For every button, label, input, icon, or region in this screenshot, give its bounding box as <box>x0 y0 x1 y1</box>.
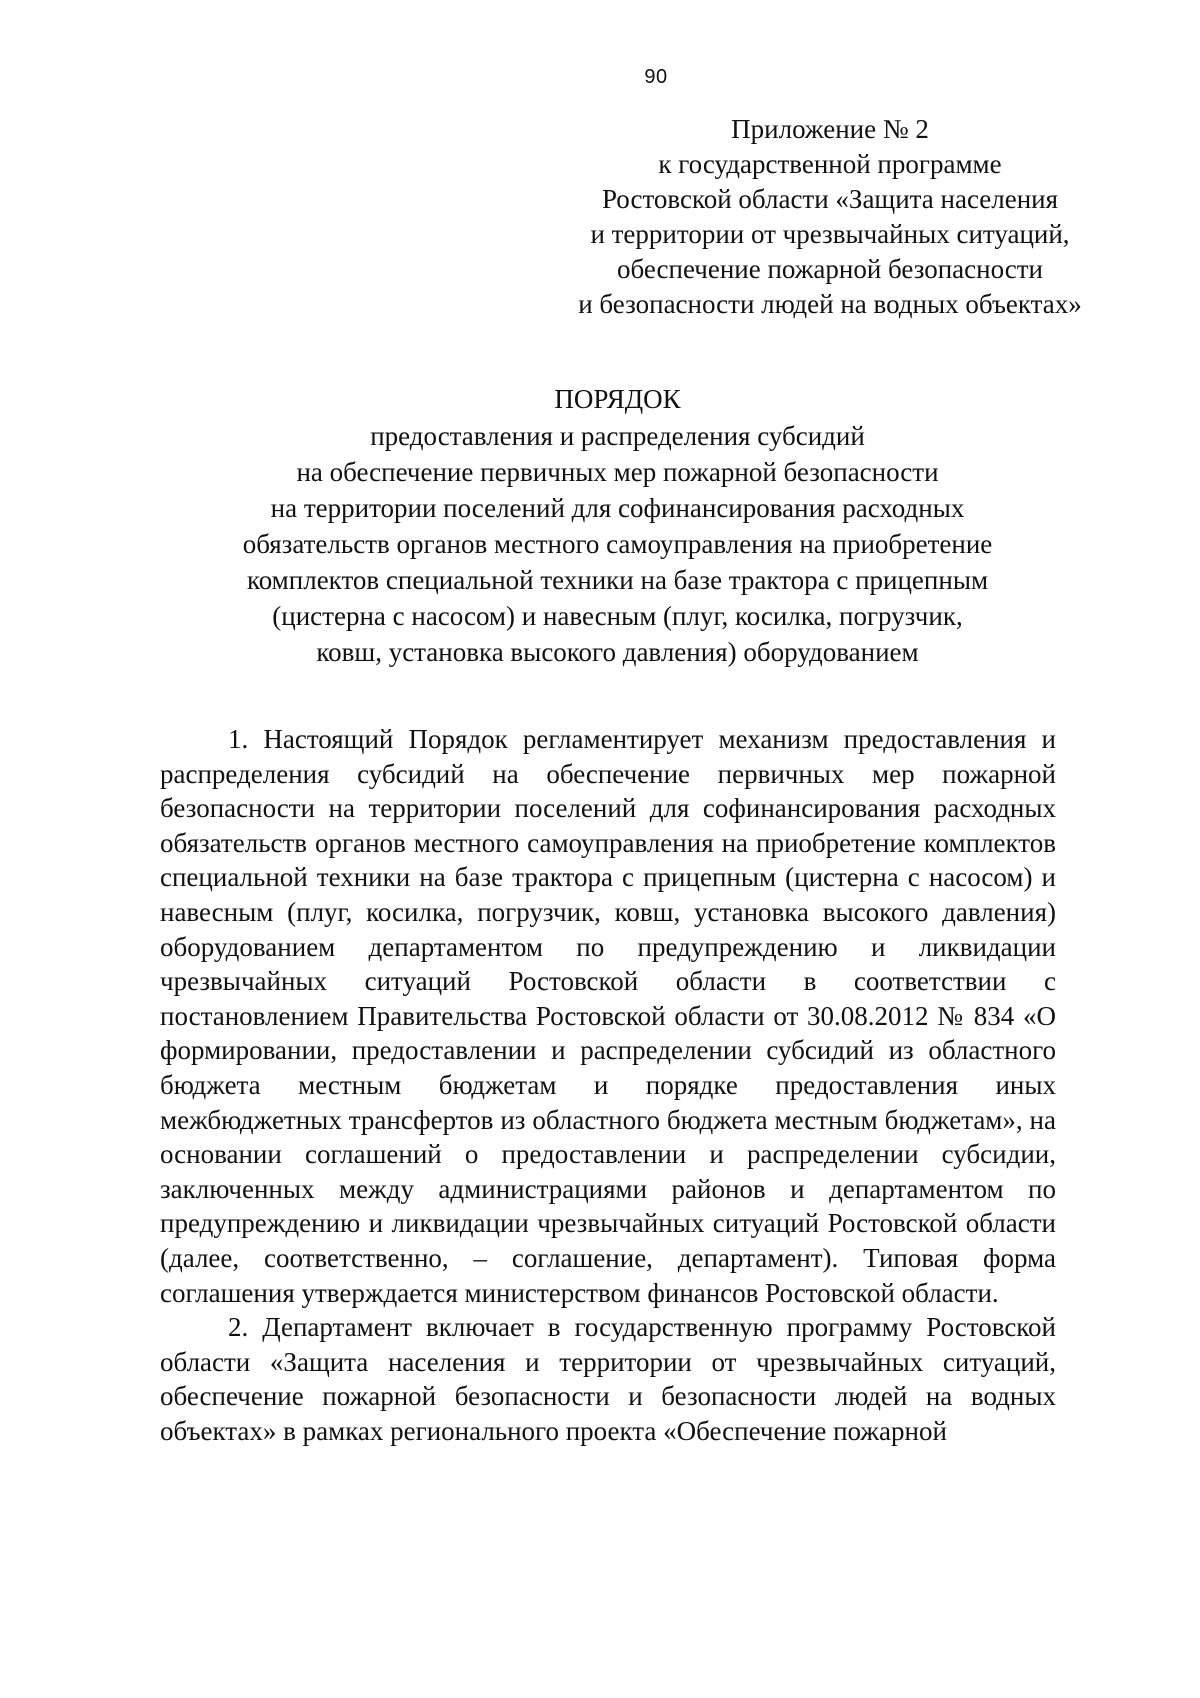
document-body <box>160 722 1056 1448</box>
document-title: ПОРЯДОК <box>554 384 681 414</box>
appendix-heading <box>560 112 1100 322</box>
subtitle-line: обязательств органов местного самоуправления на приобретение <box>242 529 993 559</box>
paragraph-1: 1. Настоящий Порядок регламентирует механизм предоставления и распределения субсидий на обеспечение первичных мер пожарной безопасности на территории поселений для софинансирования расходных обязательств органов местного самоуправления на приобретение комплектов специальной техники на базе трактора с прицепным (цистерна с насосом) и навесным (плуг, косилка, погрузчик, ковш, установка высокого давления) оборудованием департаментом по предупреждению и ликвидации чрезвычайных ситуаций Ростовской области в соответствии с постановлением Правительства Ростовской области от 30.08.2012 № 834 «О формировании, предоставлении и распределении субсидий из областного бюджета местным бюджетам и порядке предоставления иных межбюджетных трансфертов из областного бюджета местным бюджетам», на основании соглашений о предоставлении и распределении субсидии, заключенных между администрациями районов и департаментом по предупреждению и ликвидации чрезвычайных ситуаций Ростовской области (далее, соответственно, – соглашение, департамент). Типовая форма соглашения утверждается министерством финансов Ростовской области. <box>160 724 1056 1308</box>
page-number: 90 <box>644 66 668 88</box>
document-subtitle <box>160 418 1075 670</box>
subtitle-line: на обеспечение первичных мер пожарной безопасности <box>296 457 939 487</box>
appendix-line: и территории от чрезвычайных ситуаций, <box>590 219 1070 249</box>
appendix-line: и безопасности людей на водных объектах» <box>578 289 1082 319</box>
appendix-line: Приложение № 2 <box>731 114 929 144</box>
subtitle-line: на территории поселений для софинансирования расходных <box>270 493 965 523</box>
subtitle-line: (цистерна с насосом) и навесным (плуг, косилка, погрузчик, <box>272 601 963 631</box>
appendix-line: обеспечение пожарной безопасности <box>616 254 1043 284</box>
subtitle-line: предоставления и распределения субсидий <box>370 421 865 451</box>
subtitle-line: комплектов специальной техники на базе трактора с прицепным <box>246 565 989 595</box>
appendix-line: к государственной программе <box>658 149 1002 179</box>
appendix-line: Ростовской области «Защита населения <box>601 184 1059 214</box>
subtitle-line: ковш, установка высокого давления) оборудованием <box>316 637 919 667</box>
paragraph-2: 2. Департамент включает в государственную программу Ростовской области «Защита населения и территории от чрезвычайных ситуаций, обеспечение пожарной безопасности и безопасности людей на водных объектах» в рамках регионального проекта «Обеспечение пожарной <box>160 1312 1056 1446</box>
